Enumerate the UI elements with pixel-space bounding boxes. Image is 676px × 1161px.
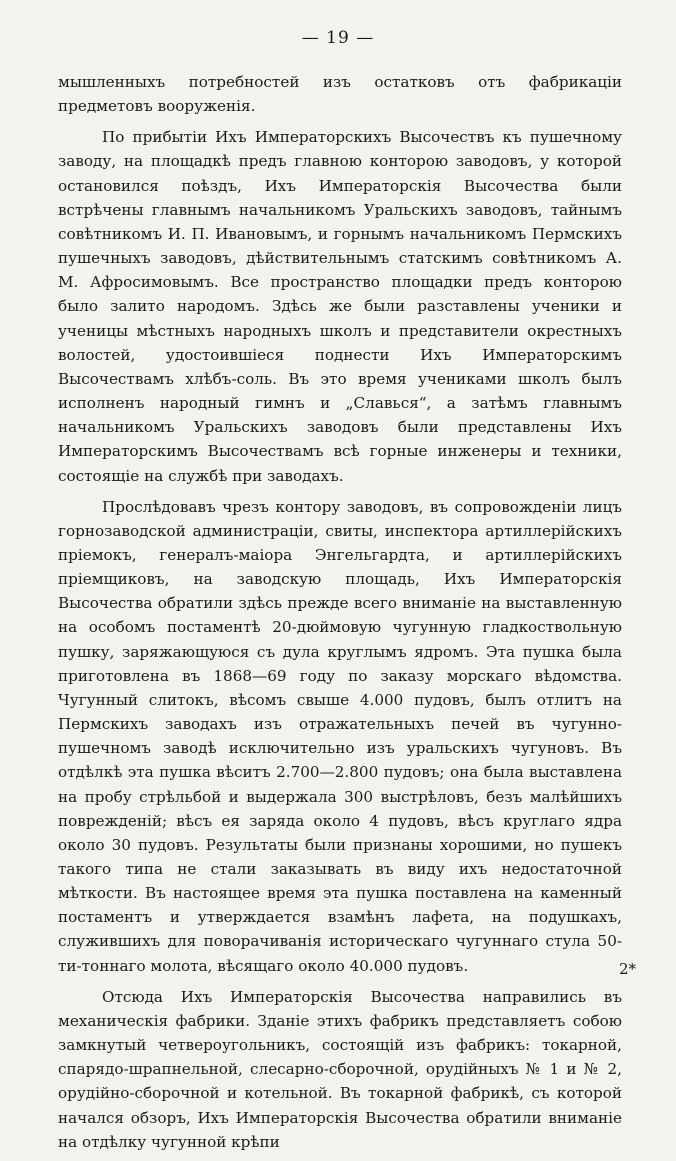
page-number: — 19 — xyxy=(301,28,375,48)
paragraph-arrival: По прибытіи Ихъ Императорскихъ Высочествъ къ пушечному заводу, на площадкѣ предъ главною конторою заводовъ, у которой остановился поѣздъ, Ихъ Императорскія Высочества были встрѣчены главнымъ начальникомъ Уральскихъ заводовъ, тайнымъ совѣтникомъ И. П. Ивановымъ, и горнымъ начальникомъ Пермскихъ пушечныхъ заводовъ, дѣйствительнымъ статскимъ совѣтникомъ А. М. Афросимовымъ. Все пространство площадки предъ конторою было залито народомъ. Здѣсь же были разставлены ученики и ученицы мѣстныхъ народныхъ школъ и представители окрестныхъ волостей, удостоившіеся поднести Ихъ Императорскимъ Высочествамъ хлѣбъ-соль. Въ это время учениками школъ былъ исполненъ народный гимнъ и „Славься“, а затѣмъ главнымъ начальникомъ Уральскихъ заводовъ были представлены Ихъ Императорскимъ Высочествамъ всѣ горные инженеры и техники, состоящіе на службѣ при заводахъ. xyxy=(58,128,622,485)
paragraph-cannon: Прослѣдовавъ чрезъ контору заводовъ, въ сопровожденіи лицъ горнозаводской администраціи, свиты, инспектора артиллерійскихъ пріемокъ, генералъ-маіора Энгельгардта, и артиллерійскихъ пріемщиковъ, на заводскую площадь, Ихъ Императорскія Высочества обратили здѣсь прежде всего вниманіе на выставленную на особомъ постаментѣ 20-дюймовую чугунную гладкоствольную пушку, заряжающуюся съ дула круглымъ ядромъ. Эта пушка была приготовлена въ 1868—69 году по заказу морскаго вѣдомства. Чугунный слитокъ, вѣсомъ свыше 4.000 пудовъ, былъ отлитъ на Пермскихъ заводахъ изъ отражательныхъ печей въ чугунно-пушечномъ заводѣ исключительно изъ уральскихъ чугуновъ. Въ отдѣлкѣ эта пушка вѣситъ 2.700—2.800 пудовъ; она была выставлена на пробу стрѣльбой и выдержала 300 выстрѣловъ, безъ малѣйшихъ поврежденій; вѣсъ ея заряда около 4 пудовъ, вѣсъ круглаго ядра около 30 пудовъ. Результаты были признаны хорошими, но пушекъ такого типа не стали заказывать въ виду ихъ недостаточной мѣткости. Въ настоящее время эта пушка поставлена на каменный постаментъ и утверждается взамѣнъ лафета, на подушкахъ, служившихъ для поворачиванія историческаго чугуннаго стула 50-ти-тоннаго молота, вѣсящаго около 40.000 пудовъ. xyxy=(58,497,622,975)
paragraph-factories: Отсюда Ихъ Императорскія Высочества направились въ механическія фабрики. Зданіе этихъ фабрикъ представляетъ собою замкнутый четвероугольникъ, состоящій изъ фабрикъ: токарной, спарядо-шрапнельной, слесарно-сборочной, орудійныхъ № 1 и № 2, орудійно-сборочной и котельной. Въ токарной фабрикѣ, съ которой начался обзоръ, Ихъ Императорскія Высочества обратили вниманіе на отдѣлку чугунной крѣпи xyxy=(58,987,622,1151)
body-text xyxy=(58,70,622,1161)
signature-mark: 2* xyxy=(618,960,636,978)
paragraph-continuation: мышленныхъ потребностей изъ остатковъ отъ фабрикаціи предметовъ вооруженія. xyxy=(58,73,622,116)
